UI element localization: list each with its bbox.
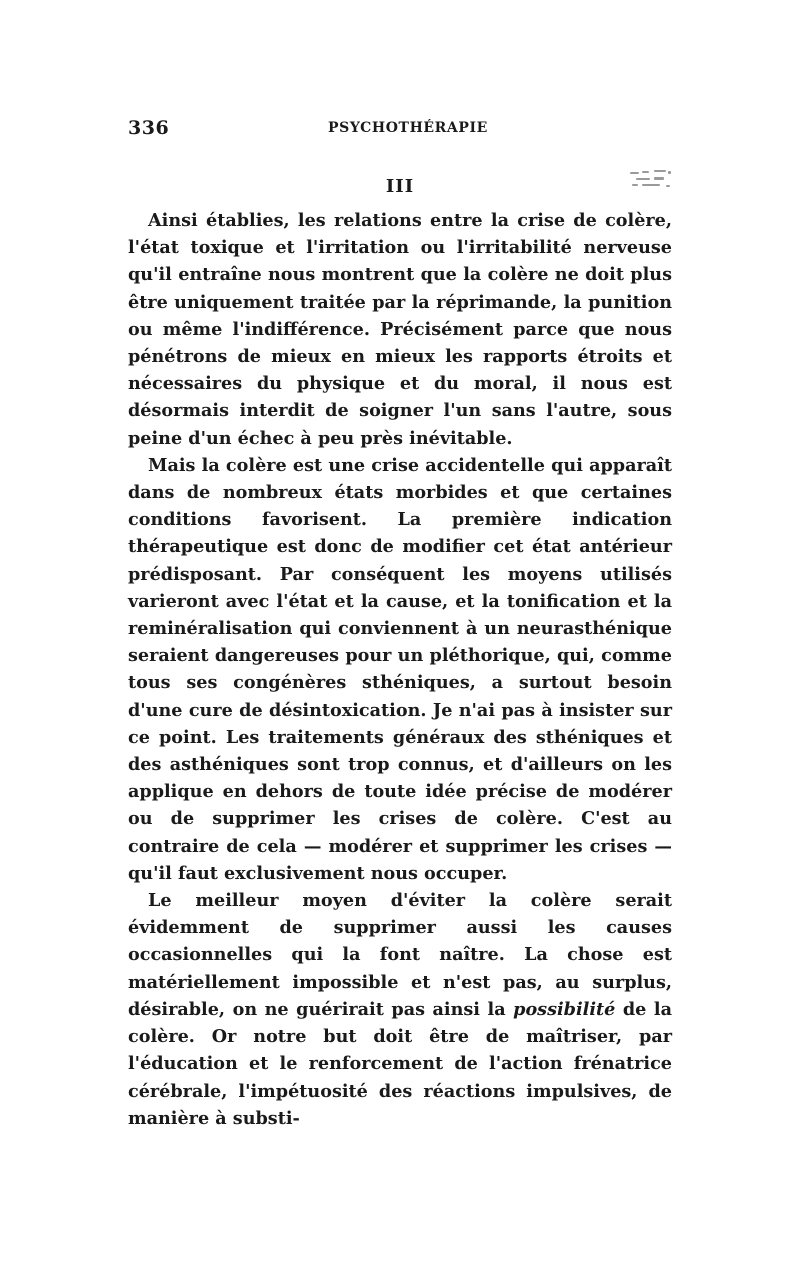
paragraph-text: de la colère. Or notre but doit être de maîtriser, par l'éducation et le renforcement de l'action frénatrice cérébrale, l'impétuosité des réactions impulsives, de manière à substi- [128, 998, 672, 1129]
print-smudge [628, 168, 674, 192]
section-numeral: III [385, 176, 415, 197]
running-head [128, 117, 672, 139]
paragraph: Ainsi établies, les relations entre la crise de colère, l'état toxique et l'irritation ou l'irritabilité nerveuse qu'il entraîne nous montrent que la colère ne doit plus être uniquement traitée par la réprimande, la punition ou même l'indifférence. Précisément parce que nous pénétrons de mieux en mieux les rapports étroits et nécessaires du physique et du moral, il nous est désormais interdit de soigner l'un sans l'autre, sous peine d'un échec à peu près inévitable. [128, 210, 672, 449]
running-title: PSYCHOTHÉRAPIE [328, 120, 488, 136]
emphasized-word: possibilité [513, 998, 616, 1020]
page-number: 336 [128, 117, 170, 139]
body-text [128, 207, 672, 1132]
paragraph-text: Le meilleur moyen d'éviter la colère serait évidemment de supprimer aussi les causes occasionnelles qui la font naître. La chose est matériellement impossible et n'est pas, au surplus, désirable, on ne guérirait pas ainsi la [128, 890, 672, 1020]
paragraph [128, 887, 672, 1132]
paragraph: Mais la colère est une crise accidentelle qui apparaît dans de nombreux états morbides et que certaines conditions favorisent. La première indication thérapeutique est donc de modifier cet état antérieur prédisposant. Par conséquent les moyens utilisés varieront avec l'état et la cause, et la tonification et la reminéralisation qui conviennent à un neurasthénique seraient dangereuses pour un pléthorique, qui, comme tous ses congénères sthéniques, a surtout besoin d'une cure de désintoxication. Je n'ai pas à insister sur ce point. Les traitements généraux des sthéniques et des asthéniques sont trop connus, et d'ailleurs on les applique en dehors de toute idée précise de modérer ou de supprimer les crises de colère. C'est au contraire de cela — modérer et supprimer les crises — qu'il faut exclusivement nous occuper. [128, 454, 672, 884]
